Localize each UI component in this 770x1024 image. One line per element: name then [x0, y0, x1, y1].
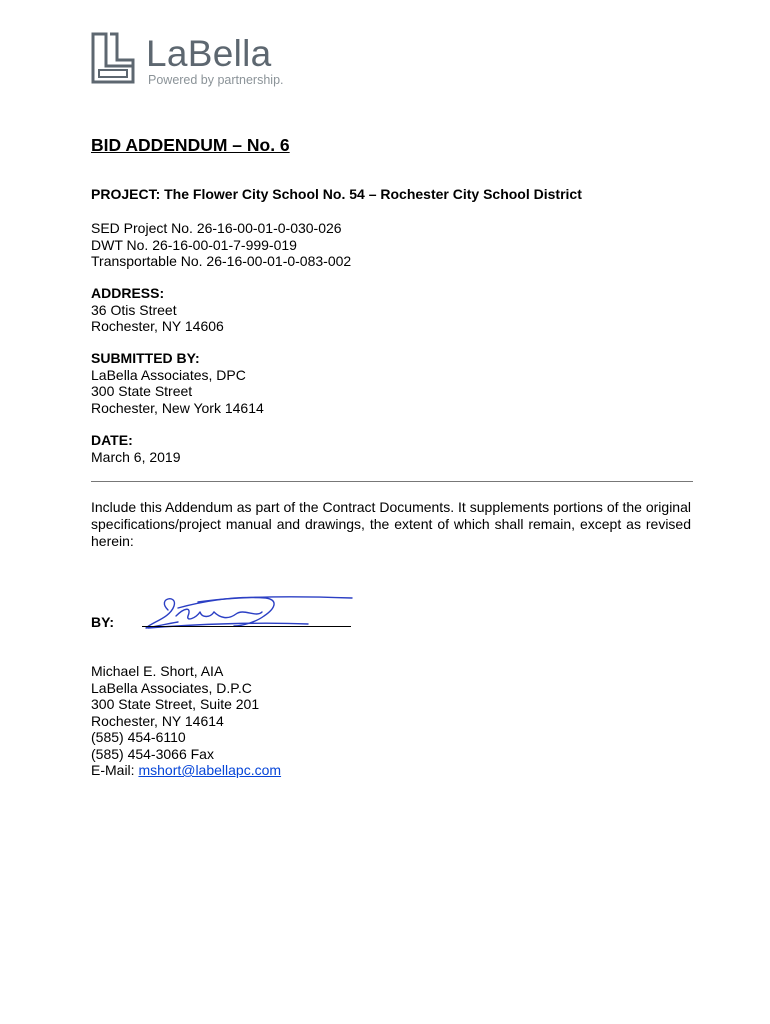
- signature-line: [142, 626, 351, 627]
- contact-street: 300 State Street, Suite 201: [91, 696, 260, 712]
- addendum-title: BID ADDENDUM – No. 6: [91, 135, 290, 155]
- contact-block: [91, 663, 281, 779]
- horizontal-divider: [91, 481, 693, 482]
- contact-email-line: [91, 762, 281, 779]
- submitted-line: 300 State Street: [91, 383, 193, 399]
- by-label: BY:: [91, 614, 115, 630]
- contact-city: Rochester, NY 14614: [91, 712, 224, 729]
- address-line: 36 Otis Street: [91, 301, 177, 318]
- submitted-line: Rochester, New York 14614: [91, 399, 264, 416]
- sed-project-no: SED Project No. 26-16-00-01-0-030-026: [91, 220, 342, 236]
- labella-logo-mark-icon: [90, 32, 136, 84]
- contact-name: Michael E. Short, AIA: [91, 663, 224, 679]
- contact-company: LaBella Associates, D.P.C: [91, 679, 252, 696]
- transportable-no: Transportable No. 26-16-00-01-0-083-002: [91, 253, 352, 269]
- handwritten-signature: [138, 588, 358, 634]
- include-paragraph: Include this Addendum as part of the Contract Documents. It supplements portions of the original specifications/project manual and drawings, the extent of which shall remain, except as revised herein:: [91, 499, 691, 549]
- address-line: Rochester, NY 14606: [91, 318, 224, 334]
- date-value: March 6, 2019: [91, 448, 181, 465]
- address-heading: ADDRESS:: [91, 285, 165, 301]
- project-line: PROJECT: The Flower City School No. 54 – Rochester City School District: [91, 186, 582, 202]
- logo-tagline: Powered by partnership.: [148, 73, 284, 87]
- dwt-no: DWT No. 26-16-00-01-7-999-019: [91, 236, 297, 253]
- contact-fax: (585) 454-3066 Fax: [91, 745, 214, 762]
- logo-wordmark: LaBella: [146, 33, 272, 74]
- email-link[interactable]: mshort@labellapc.com: [138, 762, 282, 778]
- submitted-heading: SUBMITTED BY:: [91, 350, 200, 366]
- date-block: [91, 432, 181, 465]
- submitted-line: LaBella Associates, DPC: [91, 366, 246, 383]
- date-heading: DATE:: [91, 432, 133, 448]
- email-label: E-Mail:: [91, 762, 139, 778]
- address-block: [91, 285, 224, 335]
- project-ids: [91, 220, 351, 270]
- contact-phone: (585) 454-6110: [91, 729, 186, 745]
- labella-logo: [90, 32, 310, 90]
- submitted-by-block: [91, 350, 264, 416]
